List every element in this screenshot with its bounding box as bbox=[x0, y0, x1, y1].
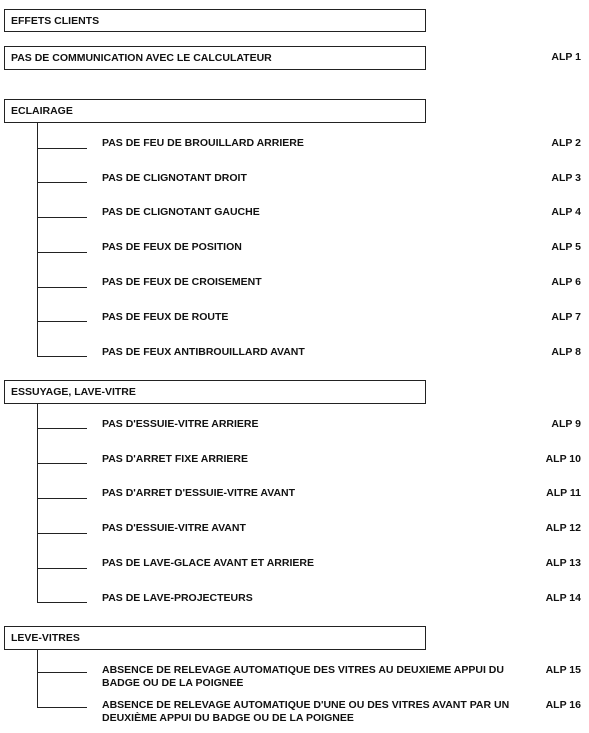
tree-branch-line bbox=[37, 321, 87, 322]
tree-branch-line bbox=[37, 672, 87, 673]
section-box-eclairage bbox=[4, 99, 426, 123]
tree-branch-line bbox=[37, 533, 87, 534]
list-item-code: ALP 7 bbox=[551, 311, 581, 323]
tree-branch-line bbox=[37, 217, 87, 218]
tree-branch-line bbox=[37, 356, 87, 357]
tree-branch-line bbox=[37, 182, 87, 183]
section-title: ESSUYAGE, LAVE-VITRE bbox=[11, 386, 136, 398]
section-title: ECLAIRAGE bbox=[11, 105, 73, 117]
header-box bbox=[4, 9, 426, 32]
list-item-code: ALP 14 bbox=[545, 592, 581, 604]
tree-trunk-line bbox=[37, 650, 38, 707]
list-item-label: PAS D'ARRET D'ESSUIE-VITRE AVANT bbox=[102, 487, 296, 499]
list-item-code: ALP 12 bbox=[545, 522, 581, 534]
tree-branch-line bbox=[37, 252, 87, 253]
section-box-essuyage bbox=[4, 380, 426, 404]
tree-branch-line bbox=[37, 602, 87, 603]
list-item-label: ABSENCE DE RELEVAGE AUTOMATIQUE DES VITRES AU DEUXIEME APPUI DU BADGE OU DE LA POIGNEE bbox=[102, 664, 504, 689]
list-item-label: PAS D'ESSUIE-VITRE ARRIERE bbox=[102, 418, 259, 430]
list-item-label: PAS DE CLIGNOTANT GAUCHE bbox=[102, 206, 260, 218]
tree-branch-line bbox=[37, 148, 87, 149]
list-item-code: ALP 5 bbox=[551, 241, 581, 253]
tree-trunk-line bbox=[37, 404, 38, 602]
list-item-label: PAS DE FEU DE BROUILLARD ARRIERE bbox=[102, 137, 304, 149]
list-item-label: PAS DE CLIGNOTANT DROIT bbox=[102, 172, 247, 184]
list-item-code: ALP 16 bbox=[545, 699, 581, 711]
list-item-code: ALP 3 bbox=[551, 172, 581, 184]
list-item-code: ALP 9 bbox=[551, 418, 581, 430]
list-item-label: PAS D'ESSUIE-VITRE AVANT bbox=[102, 522, 246, 534]
tree-branch-line bbox=[37, 463, 87, 464]
list-item-code: ALP 15 bbox=[545, 664, 581, 676]
list-item-label: PAS DE FEUX DE ROUTE bbox=[102, 311, 229, 323]
list-item-code: ALP 13 bbox=[545, 557, 581, 569]
tree-branch-line bbox=[37, 707, 87, 708]
section-title: LEVE-VITRES bbox=[11, 632, 80, 644]
tree-branch-line bbox=[37, 568, 87, 569]
header-title: EFFETS CLIENTS bbox=[11, 14, 100, 27]
list-item-code: ALP 6 bbox=[551, 276, 581, 288]
list-item-code: ALP 8 bbox=[551, 346, 581, 358]
list-item-label: PAS D'ARRET FIXE ARRIERE bbox=[102, 453, 249, 465]
list-item-code: ALP 4 bbox=[551, 206, 581, 218]
list-item-label: ABSENCE DE RELEVAGE AUTOMATIQUE D'UNE OU DES VITRES AVANT PAR UN DEUXIÈME APPUI DU BADGE OU DE LA POIGNEE bbox=[102, 699, 510, 724]
standalone-item-box bbox=[4, 46, 426, 70]
list-item-label: PAS DE FEUX DE CROISEMENT bbox=[102, 276, 262, 288]
list-item-label: PAS DE LAVE-PROJECTEURS bbox=[102, 592, 253, 604]
list-item-code: ALP 10 bbox=[545, 453, 581, 465]
list-item-label: PAS DE LAVE-GLACE AVANT ET ARRIERE bbox=[102, 557, 314, 569]
list-item-code: ALP 11 bbox=[546, 487, 581, 499]
tree-branch-line bbox=[37, 498, 87, 499]
standalone-item-code: ALP 1 bbox=[551, 51, 581, 63]
list-item-code: ALP 2 bbox=[551, 137, 581, 149]
standalone-item-label: PAS DE COMMUNICATION AVEC LE CALCULATEUR bbox=[11, 52, 272, 64]
section-box-leve-vitres bbox=[4, 626, 426, 650]
tree-branch-line bbox=[37, 287, 87, 288]
tree-branch-line bbox=[37, 428, 87, 429]
list-item-label: PAS DE FEUX ANTIBROUILLARD AVANT bbox=[102, 346, 305, 358]
list-item-label: PAS DE FEUX DE POSITION bbox=[102, 241, 242, 253]
